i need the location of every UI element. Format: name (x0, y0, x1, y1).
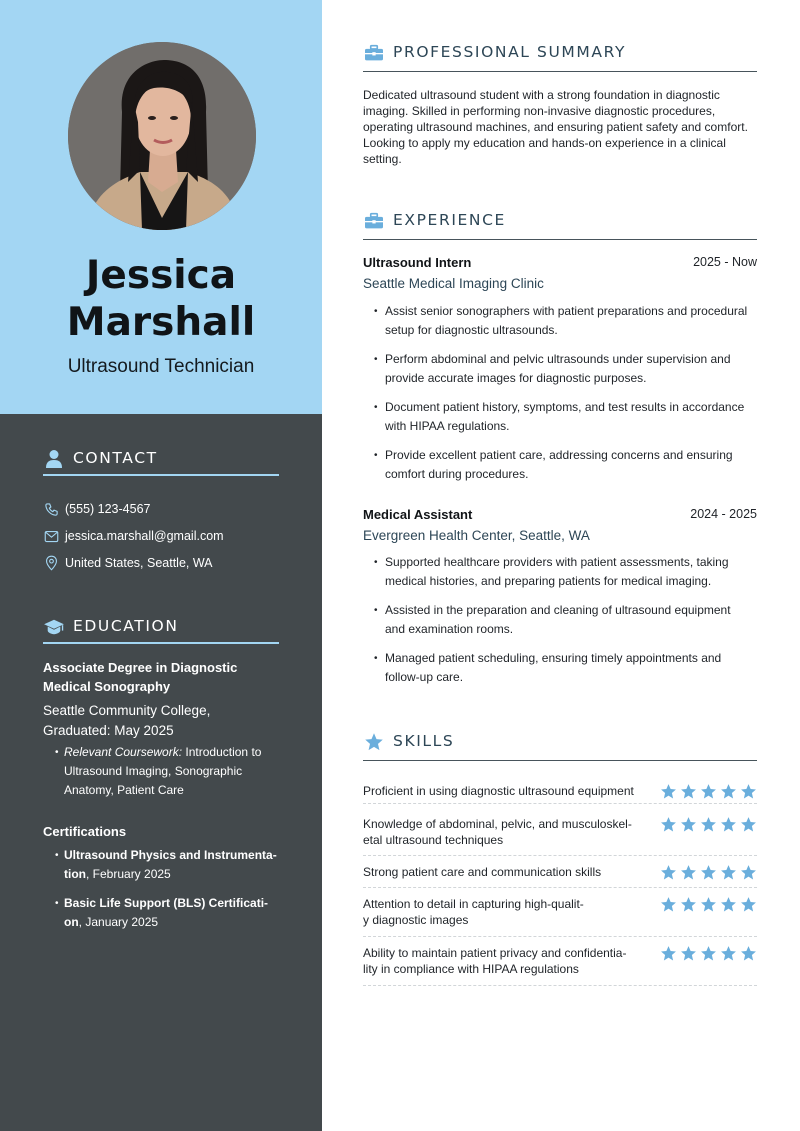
skill-line: etal ultrasound techniques (363, 833, 504, 847)
skill-name (363, 896, 655, 928)
phone-text: (555) 123-4567 (65, 502, 151, 516)
envelope-icon (43, 528, 59, 544)
skill-name (363, 816, 655, 848)
certification-item (64, 846, 294, 884)
bullet-line: with HIPAA regulations. (385, 419, 510, 433)
contact-heading (43, 448, 279, 476)
bullet-line: • Perform abdominal and pelvic ultrasounds under supervision and (385, 352, 731, 366)
star-icon (660, 816, 677, 833)
star-icon (700, 816, 717, 833)
contact-email[interactable] (43, 528, 224, 544)
skill-line: Knowledge of abdominal, pelvic, and musculoskel- (363, 817, 632, 831)
star-icon (720, 816, 737, 833)
star-icon (680, 864, 697, 881)
coursework-line-2: Ultrasound Imaging, Sonographic (64, 764, 243, 778)
bullet-line: medical histories, and preparing patients for medical imaging. (385, 574, 712, 588)
education-title: EDUCATION (73, 617, 179, 635)
briefcase-icon (363, 42, 385, 64)
star-icon (680, 896, 697, 913)
bullet-line: follow-up care. (385, 670, 464, 684)
candidate-name (0, 252, 322, 346)
skill-row (363, 938, 757, 986)
summary-title: PROFESSIONAL SUMMARY (393, 43, 627, 61)
coursework-label: Relevant Coursework: (64, 745, 183, 759)
education-heading (43, 616, 279, 644)
star-icon (660, 896, 677, 913)
skill-name (363, 864, 655, 880)
job-bullet (385, 350, 770, 388)
star-icon (740, 945, 757, 962)
cert-1-line-1: • Ultrasound Physics and Instrumenta- (64, 848, 277, 862)
skill-rating (660, 783, 757, 800)
cert-1-line-2: tion (64, 867, 86, 881)
job-bullet (385, 398, 770, 436)
job-bullet (385, 446, 770, 484)
skill-line: lity in compliance with HIPAA regulations (363, 962, 579, 976)
school-name: Seattle Community College, (43, 703, 211, 718)
skill-line: Attention to detail in capturing high-qualit- (363, 897, 584, 911)
coursework-line-1: Introduction to (182, 745, 262, 759)
skill-name (363, 783, 655, 799)
map-pin-icon (43, 555, 59, 571)
star-icon (700, 945, 717, 962)
experience-heading (363, 210, 757, 240)
degree-line-1: Associate Degree in Diagnostic (43, 660, 238, 675)
degree-line-2: Medical Sonography (43, 679, 171, 694)
graduation-date: Graduated: May 2025 (43, 723, 174, 738)
skill-rating (660, 896, 757, 913)
skill-row (363, 774, 757, 804)
name-last: Marshall (66, 300, 256, 345)
skill-rating (660, 945, 757, 962)
bullet-line: setup for diagnostic ultrasounds. (385, 323, 558, 337)
star-icon (700, 896, 717, 913)
skill-line: Strong patient care and communication skills (363, 865, 602, 879)
job-company: Seattle Medical Imaging Clinic (363, 276, 544, 291)
bullet-line: • Assist senior sonographers with patient preparations and procedural (385, 304, 748, 318)
star-icon (740, 816, 757, 833)
location-text: United States, Seattle, WA (65, 556, 213, 570)
skill-row (363, 805, 757, 856)
job-role: Ultrasound Technician (67, 356, 255, 377)
bullet-line: • Assisted in the preparation and cleaning of ultrasound equipment (385, 603, 731, 617)
contact-title: CONTACT (73, 449, 158, 467)
star-icon (720, 896, 737, 913)
name-first: Jessica (85, 253, 237, 298)
profile-photo (68, 42, 256, 230)
skill-row (363, 889, 757, 937)
star-icon (740, 896, 757, 913)
star-icon (660, 864, 677, 881)
star-icon (740, 864, 757, 881)
coursework-line-3: Anatomy, Patient Care (64, 783, 184, 797)
skills-title: SKILLS (393, 732, 455, 750)
job-dates: 2025 - Now (693, 255, 757, 269)
cert-2-line-2: on (64, 915, 79, 929)
star-icon (680, 816, 697, 833)
briefcase-icon (363, 210, 385, 232)
skill-row (363, 857, 757, 888)
bullet-line: comfort during procedures. (385, 467, 529, 481)
bullet-line: and examination rooms. (385, 622, 514, 636)
job-title: Medical Assistant (363, 507, 473, 522)
summary-heading (363, 42, 757, 72)
experience-title: EXPERIENCE (393, 211, 506, 229)
skill-line: y diagnostic images (363, 913, 469, 927)
bullet-line: provide accurate images for diagnostic purposes. (385, 371, 647, 385)
star-icon (720, 783, 737, 800)
bullet-line: • Managed patient scheduling, ensuring timely appointments and (385, 651, 722, 665)
skill-line: Proficient in using diagnostic ultrasound equipment (363, 784, 634, 798)
star-icon (700, 864, 717, 881)
cert-2-line-1: • Basic Life Support (BLS) Certificati- (64, 896, 269, 910)
star-icon (660, 783, 677, 800)
skill-rating (660, 864, 757, 881)
job-bullet (385, 302, 770, 340)
school-info (43, 701, 293, 741)
email-text: jessica.marshall@gmail.com (65, 529, 224, 543)
phone-icon (43, 501, 59, 517)
skill-rating (660, 816, 757, 833)
coursework (64, 743, 290, 800)
star-icon (660, 945, 677, 962)
cert-1-date: , February 2025 (86, 867, 171, 881)
skills-heading (363, 731, 757, 761)
contact-phone[interactable] (43, 501, 150, 517)
star-icon (740, 783, 757, 800)
star-icon (700, 783, 717, 800)
star-icon (720, 864, 737, 881)
contact-location (43, 555, 213, 571)
cert-2-date: , January 2025 (78, 915, 159, 929)
user-icon (43, 448, 65, 470)
graduation-cap-icon (43, 616, 65, 638)
degree-title (43, 658, 293, 696)
certification-item (64, 894, 294, 932)
job-bullet (385, 649, 770, 687)
skill-name (363, 945, 655, 977)
job-bullet (385, 553, 770, 591)
bullet-line: • Document patient history, symptoms, and test results in accordance (385, 400, 745, 414)
job-dates: 2024 - 2025 (690, 507, 757, 521)
star-icon (363, 731, 385, 753)
star-icon (680, 783, 697, 800)
bullet-line: • Supported healthcare providers with patient assessments, taking (385, 555, 729, 569)
job-company: Evergreen Health Center, Seattle, WA (363, 528, 590, 543)
summary-text: Dedicated ultrasound student with a strong foundation in diagnostic imaging. Skilled in performing non-invasive diagnostic procedures, operating ultrasound machines, and ensuring patient safety and comfort. Looking to apply my education and hands-on experience in a clinical setting. (363, 88, 748, 166)
bullet-line: • Provide excellent patient care, addressing concerns and ensuring (385, 448, 733, 462)
certifications-title: Certifications (43, 824, 127, 839)
star-icon (720, 945, 737, 962)
job-bullet (385, 601, 770, 639)
skill-line: Ability to maintain patient privacy and confidentia- (363, 946, 627, 960)
star-icon (680, 945, 697, 962)
job-title: Ultrasound Intern (363, 255, 472, 270)
